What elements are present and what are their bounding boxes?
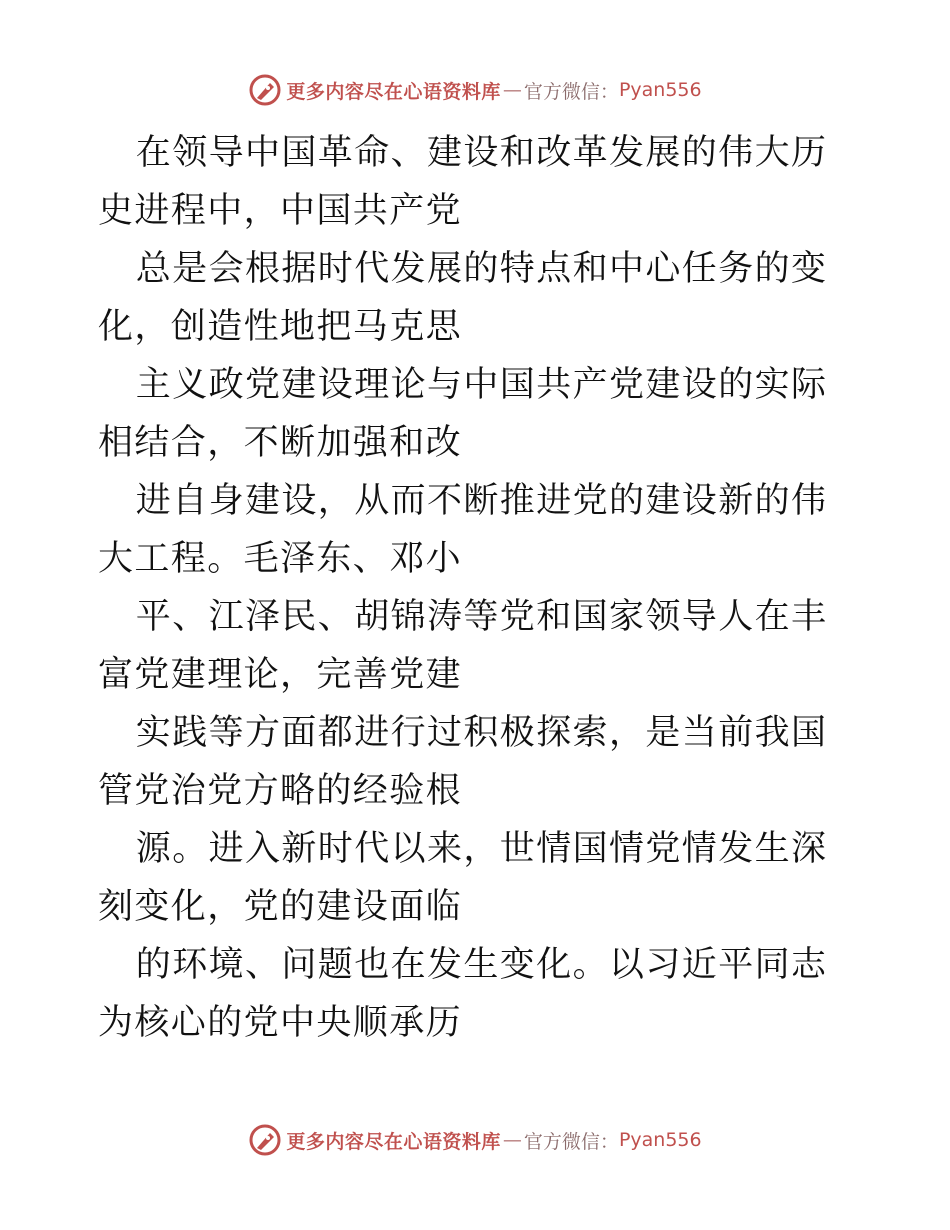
- paragraph-4: 进自身建设，从而不断推进党的建设新的伟大工程。毛泽东、邓小: [98, 481, 828, 579]
- banner-wechat-label: 官方微信：: [523, 80, 619, 103]
- paragraph-2: 总是会根据时代发展的特点和中心任务的变化，创造性地把马克思: [98, 249, 828, 347]
- paragraph-3: 主义政党建设理论与中国共产党建设的实际相结合，不断加强和改: [98, 365, 828, 463]
- paragraph-7: 源。进入新时代以来，世情国情党情发生深刻变化，党的建设面临: [98, 829, 828, 927]
- banner-separator: —: [502, 1129, 522, 1151]
- banner-title: 更多内容尽在心语资料库: [286, 1130, 501, 1153]
- header-banner: [0, 70, 950, 110]
- banner-wechat-label: 官方微信：: [523, 1130, 619, 1153]
- paragraph-8: 的环境、问题也在发生变化。以习近平同志为核心的党中央顺承历: [98, 945, 828, 1043]
- pen-nib-circle-icon: [248, 1123, 282, 1157]
- banner-wechat-id: Pyan556: [618, 1129, 702, 1151]
- paragraph-1: 在领导中国革命、建设和改革发展的伟大历史进程中，中国共产党: [98, 133, 828, 231]
- footer-banner: [0, 1120, 950, 1160]
- banner-wechat-id: Pyan556: [618, 79, 702, 101]
- paragraph-5: 平、江泽民、胡锦涛等党和国家领导人在丰富党建理论，完善党建: [98, 597, 828, 695]
- banner-separator: —: [502, 79, 522, 101]
- paragraph-6: 实践等方面都进行过积极探索，是当前我国管党治党方略的经验根: [98, 713, 828, 811]
- banner-title: 更多内容尽在心语资料库: [286, 80, 501, 103]
- document-body: [98, 124, 858, 1052]
- pen-nib-circle-icon: [248, 73, 282, 107]
